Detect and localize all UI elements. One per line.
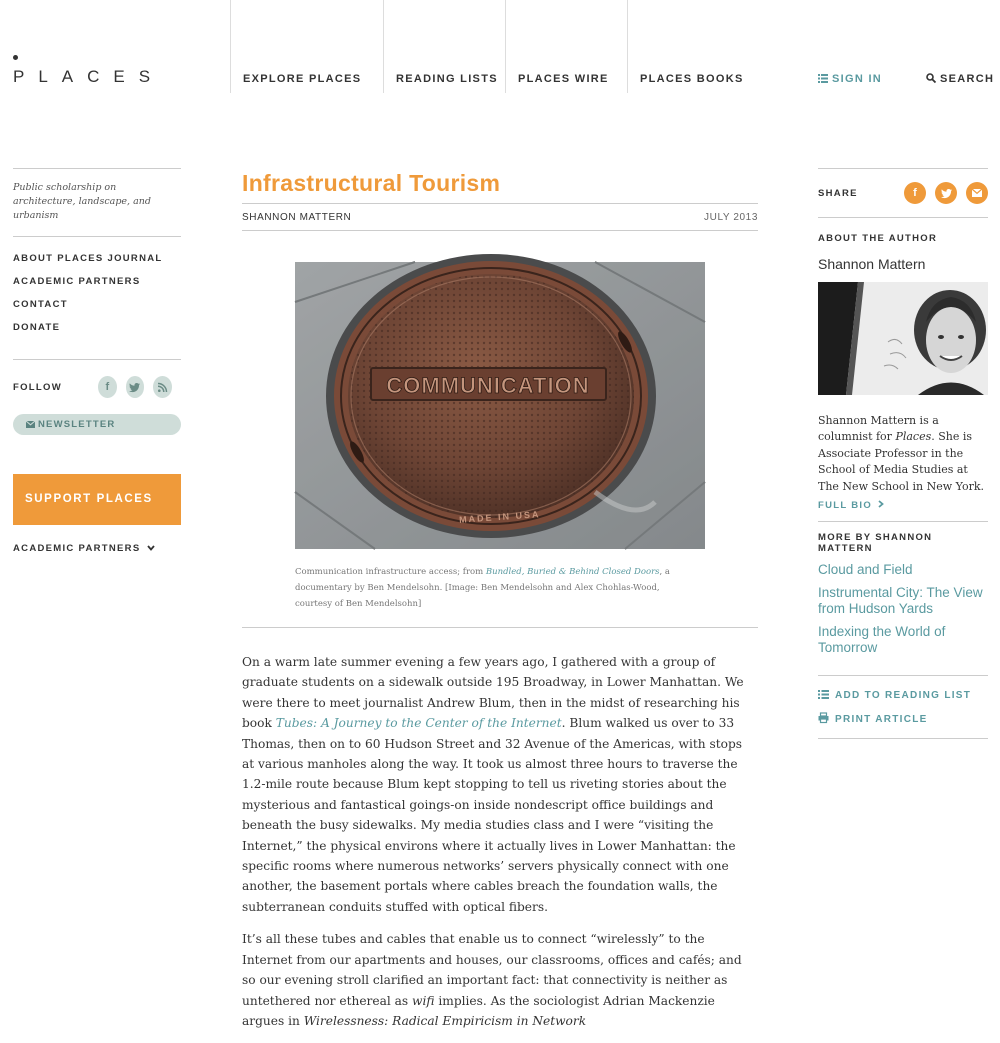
author-bio — [818, 413, 988, 495]
manhole-cover-image — [295, 262, 705, 549]
chevron-down-icon — [147, 545, 155, 551]
bio-text-2: . She is Associate Professor in the School of Media Studies at The New School in New York. — [818, 430, 985, 493]
envelope-icon — [26, 421, 35, 428]
bio-text: Shannon Mattern is a columnist for — [818, 414, 939, 444]
book-title: Wirelessness: Radical Empiricism in Network — [303, 1013, 587, 1028]
full-bio-label: FULL BIO — [818, 500, 873, 512]
newsletter-label: NEWSLETTER — [38, 419, 116, 430]
site-menu — [13, 237, 181, 359]
share-email-icon[interactable] — [966, 182, 988, 204]
divider — [13, 168, 181, 169]
more-link-indexing-world[interactable]: Indexing the World of Tomorrow — [818, 623, 946, 656]
sign-in-button[interactable] — [818, 73, 882, 85]
divider — [818, 217, 988, 218]
sign-in-label: SIGN IN — [832, 73, 883, 85]
nav-explore-places[interactable]: EXPLORE PLACES — [243, 73, 362, 85]
nav-places-books[interactable]: PLACES BOOKS — [640, 73, 744, 85]
article — [242, 170, 758, 1043]
divider — [818, 738, 988, 739]
article-title: Infrastructural Tourism — [242, 170, 501, 196]
caption-documentary-link[interactable]: Bundled, Buried & Behind Closed Doors — [485, 567, 660, 577]
left-sidebar — [13, 168, 181, 554]
search-icon — [926, 73, 936, 83]
paragraph — [242, 929, 758, 1031]
search-button[interactable] — [926, 73, 994, 85]
follow-row — [13, 360, 181, 414]
book-link[interactable]: Tubes: A Journey to the Center of the Internet — [275, 716, 562, 731]
emphasis: wifi — [412, 993, 435, 1008]
author-photo — [818, 282, 988, 395]
paragraph-text: On a warm late summer evening a few years ago, I gathered with a group of graduate students on a sidewalk outside 195 Broadway, in Lower Manhattan. We were there to meet journalist Andrew Blum, then in the midst of researching his book — [242, 655, 744, 731]
more-link-instrumental-city[interactable]: Instrumental City: The View from Hudson Yards — [818, 584, 983, 617]
menu-donate[interactable]: DONATE — [13, 322, 61, 333]
nav-reading-lists[interactable]: READING LISTS — [396, 73, 498, 85]
paragraph-text: . Blum walked us over to 33 Thomas, then on to 60 Hudson Street and 32 Avenue of the Americas, with stops at various manholes along the way. It took us almost three hours to traverse the 1.2-mile route because Blum kept stopping to tell us riveting stories about the mysterious and fantastical goings-on inside nondescript office buildings and beneath the busy sidewalks. My media studies class and I were “visiting the Internet,” the physical environs where it actually lives in Lower Manhattan: the specific rooms where numerous networks’ servers physically connect with one another, the basement portals where cables breach the foundation walls, the subterranean conduits stuffed with optical fibers. — [242, 716, 743, 914]
print-article-label: PRINT ARTICLE — [835, 713, 928, 725]
article-date: JULY 2013 — [704, 211, 758, 223]
nav-divider — [627, 0, 628, 93]
print-article-button[interactable] — [818, 713, 988, 736]
follow-label: FOLLOW — [13, 381, 62, 393]
add-to-reading-list-button[interactable] — [818, 690, 988, 713]
menu-contact[interactable]: CONTACT — [13, 299, 68, 310]
figure-caption — [295, 564, 685, 612]
nav-places-wire[interactable]: PLACES WIRE — [518, 73, 609, 85]
menu-academic-partners[interactable]: ACADEMIC PARTNERS — [13, 276, 141, 287]
facebook-icon[interactable]: f — [98, 376, 117, 398]
menu-about-places-journal[interactable]: ABOUT PLACES JOURNAL — [13, 253, 163, 264]
article-body — [242, 652, 758, 1031]
article-figure — [295, 262, 705, 612]
share-row — [818, 169, 988, 217]
right-sidebar — [818, 168, 988, 739]
printer-icon — [818, 713, 829, 723]
site-tagline: Public scholarship on architecture, landscape, and urbanism — [13, 182, 151, 221]
byline — [242, 203, 758, 231]
more-by-label: MORE BY SHANNON MATTERN — [818, 532, 933, 555]
paragraph-text: implies. As the sociologist Adrian Mackenzie argues in — [242, 993, 715, 1028]
nav-divider — [505, 0, 506, 93]
full-bio-link[interactable] — [818, 500, 988, 511]
figure-text-bottom: MADE IN USA — [458, 509, 541, 525]
twitter-icon[interactable] — [126, 376, 145, 398]
chevron-right-icon — [878, 500, 884, 508]
nav-divider — [230, 0, 231, 93]
rss-icon[interactable] — [153, 376, 172, 398]
share-twitter-icon[interactable] — [935, 182, 957, 204]
more-by-list — [818, 562, 988, 657]
about-author-label: ABOUT THE AUTHOR — [818, 233, 938, 244]
academic-partners-dropdown[interactable] — [13, 543, 181, 554]
academic-partners-label: ACADEMIC PARTNERS — [13, 543, 141, 554]
list-icon — [818, 690, 829, 699]
divider — [818, 521, 988, 522]
caption-text-2: , a documentary by Ben Mendelsohn. [Image: Ben Mendelsohn and Alex Chohlas-Wood, courtesy of Ben Mendelsohn] — [295, 567, 671, 609]
share-label: SHARE — [818, 187, 858, 199]
logo-text: PLACES — [13, 67, 165, 86]
add-to-reading-list-label: ADD TO READING LIST — [835, 689, 972, 701]
paragraph-text: It’s all these tubes and cables that enable us to connect “wirelessly” to the Internet from our apartments and houses, our classrooms, offices and cafés; and so our evening stroll clarified an important fact: that connectivity is neither as untethered nor ethereal as — [242, 932, 742, 1008]
author-link[interactable]: SHANNON MATTERN — [242, 211, 352, 223]
author-name[interactable]: Shannon Mattern — [818, 256, 926, 272]
newsletter-button[interactable] — [13, 414, 181, 435]
caption-text: Communication infrastructure access; from — [295, 567, 486, 577]
logo-dot — [13, 55, 18, 60]
nav-divider — [383, 0, 384, 93]
more-link-cloud-and-field[interactable]: Cloud and Field — [818, 562, 913, 578]
bio-emphasis: Places — [895, 430, 932, 444]
paragraph — [242, 652, 758, 917]
share-facebook-icon[interactable]: f — [904, 182, 926, 204]
divider — [242, 627, 758, 628]
figure-text: COMMUNICATION — [386, 373, 590, 398]
support-places-button[interactable]: SUPPORT PLACES — [13, 474, 181, 525]
list-icon — [818, 74, 828, 83]
search-label: SEARCH — [940, 73, 995, 85]
